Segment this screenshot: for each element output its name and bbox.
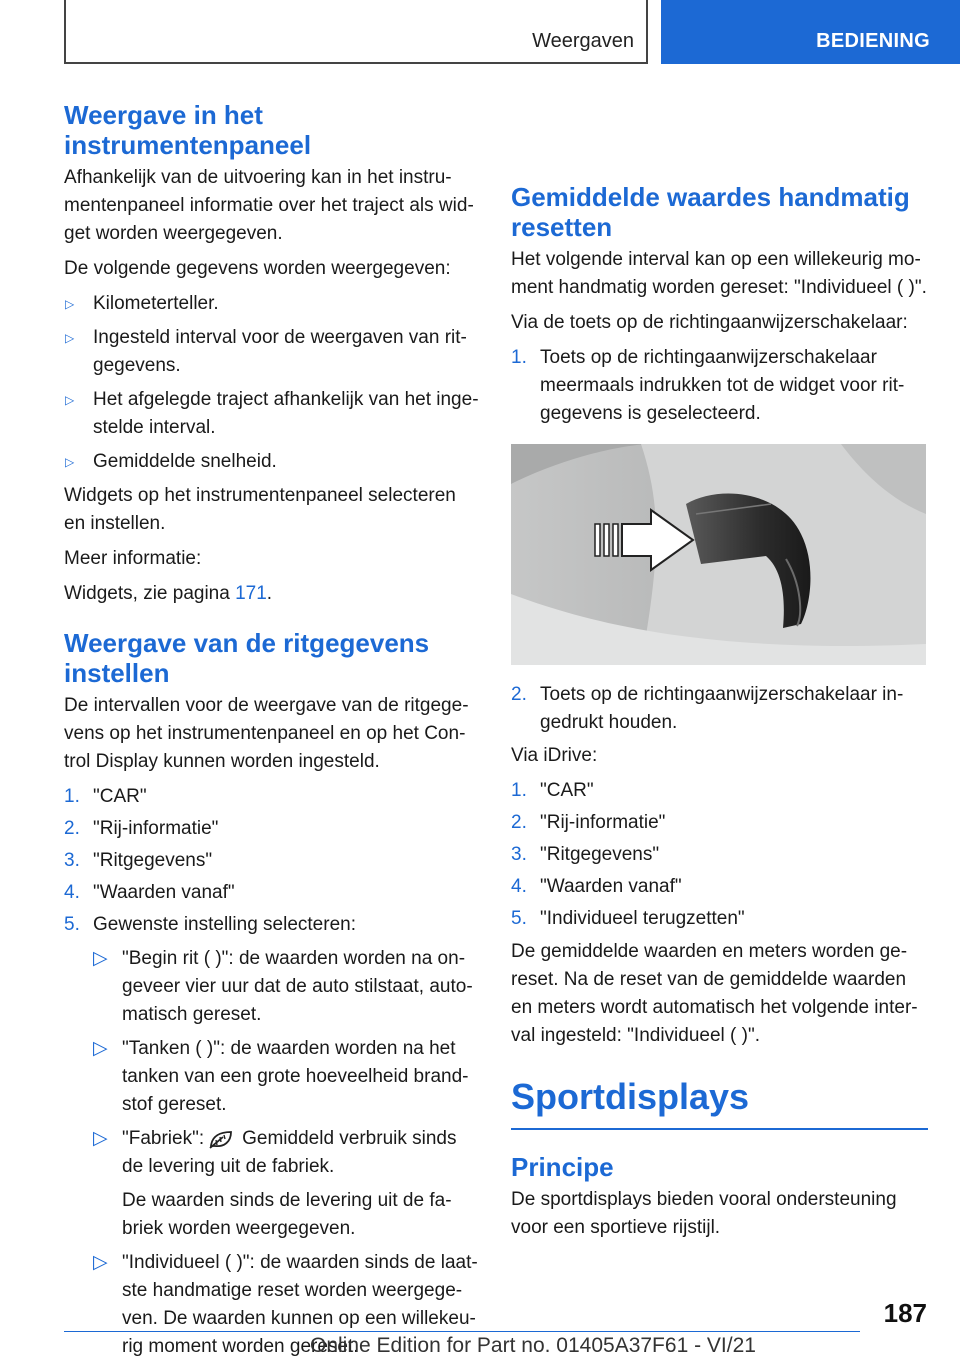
bullet-triangle-icon: ▷: [93, 1252, 108, 1273]
turn-signal-stalk-button-photo: [511, 444, 926, 665]
list-item: 1. "CAR": [64, 783, 480, 811]
list-item: ▷ "Begin rit ( )": de waarden worden na ongeveer vier uur dat de auto stilstaat, automatisch gereset.: [93, 945, 480, 1029]
list-item: ▷ Ingesteld interval voor de weergaven van ritgegevens.: [64, 324, 480, 380]
right-column: [511, 102, 928, 1249]
list-item: 3. "Ritgegevens": [64, 847, 480, 875]
bullet-triangle-icon: ▷: [65, 331, 75, 345]
heading-instrumentenpaneel: Weergave in het instrumentenpaneel: [64, 100, 312, 160]
step-number: 1.: [511, 347, 527, 368]
numbered-list: [511, 777, 928, 933]
heading-gemiddelde-resetten: Gemiddelde waardes handmatig resetten: [511, 182, 910, 242]
footer-edition: Online Edition for Part no. 01405A37F61 - VI/21: [310, 1334, 756, 1357]
bullet-triangle-icon: ▷: [93, 948, 108, 969]
paragraph: Via de toets op de richtingaanwijzerschakelaar:: [511, 312, 908, 333]
sub-bullet-list: [93, 945, 480, 1361]
list-item: ▷ Kilometerteller.: [64, 290, 480, 318]
page-link-171[interactable]: 171: [235, 583, 267, 604]
eco-leaf-icon: [208, 1129, 234, 1149]
step-number: 4.: [64, 882, 80, 903]
paragraph: Meer informatie:: [64, 548, 202, 569]
step-number: 1.: [511, 780, 527, 801]
bullet-triangle-icon: ▷: [93, 1038, 108, 1059]
paragraph: Via iDrive:: [511, 745, 598, 766]
step-number: 2.: [64, 818, 80, 839]
bullet-triangle-icon: ▷: [65, 455, 75, 469]
left-column: [64, 100, 480, 1367]
step-number: 1.: [64, 786, 80, 807]
step-number: 4.: [511, 876, 527, 897]
stalk-illustration: [511, 444, 926, 665]
bullet-triangle-icon: ▷: [65, 297, 75, 311]
paragraph: De volgende gegevens worden weergegeven:: [64, 258, 451, 279]
paragraph: Afhankelijk van de uitvoering kan in het instrumentenpaneel informatie over het traject als widget worden weergegeven.: [64, 167, 474, 244]
continued-text-spacer: [511, 102, 928, 182]
page-number: 187: [883, 1298, 927, 1328]
list-item: 2. "Rij-informatie": [511, 809, 928, 837]
list-item: ▷ "Individueel ( )": de waarden sinds de laatste handmatige reset worden weergegeven. De waarden kunnen op een willekeurig moment worden gereset.: [93, 1249, 480, 1361]
paragraph: De gemiddelde waarden en meters worden gereset. Na de reset van de gemiddelde waarden en meters wordt automatisch het volgende interval ingesteld: "Individueel ( )".: [511, 941, 918, 1046]
footer-divider: [64, 1331, 860, 1332]
heading-ritgegevens: Weergave van de ritgegevens instellen: [64, 628, 430, 688]
list-item: 4. "Waarden vanaf": [64, 879, 480, 907]
paragraph: Het volgende interval kan op een willekeurig moment handmatig worden gereset: "Individueel ( )".: [511, 249, 927, 298]
numbered-list: [511, 344, 928, 428]
step-number: 3.: [64, 850, 80, 871]
paragraph: De intervallen voor de weergave van de ritgegevens op het instrumentenpaneel en op het Control Display kunnen worden ingesteld.: [64, 695, 469, 772]
list-item: 5. "Individueel terugzetten": [511, 905, 928, 933]
step-number: 5.: [511, 908, 527, 929]
chapter-title: BEDIENING: [816, 30, 930, 52]
list-item: 2. "Rij-informatie": [64, 815, 480, 843]
list-item: ▷ Gemiddelde snelheid.: [64, 448, 480, 476]
step-number: 5.: [64, 914, 80, 935]
bullet-triangle-icon: ▷: [65, 393, 75, 407]
running-header-section: [64, 0, 648, 64]
list-item: 4. "Waarden vanaf": [511, 873, 928, 901]
list-item: ▷ Het afgelegde traject afhankelijk van het ingestelde interval.: [64, 386, 480, 442]
section-title: Weergaven: [532, 30, 634, 52]
list-item: 3. "Ritgegevens": [511, 841, 928, 869]
list-item: ▷ "Tanken ( )": de waarden worden na het tanken van een grote hoeveelheid brandstof gereset.: [93, 1035, 480, 1119]
list-item: 1. "CAR": [511, 777, 928, 805]
heading-sportdisplays: Sportdisplays: [511, 1076, 928, 1130]
step-number: 3.: [511, 844, 527, 865]
list-item: 2. Toets op de richtingaanwijzerschakelaar ingedrukt houden.: [511, 681, 928, 737]
step-number: 2.: [511, 684, 527, 705]
list-item: ▷ "Fabriek": Gemiddeld verbruik sinds de levering uit de fabriek. De waarden sinds de levering uit de fabriek worden weergegeven.: [93, 1125, 480, 1243]
numbered-list: [511, 681, 928, 737]
bullet-triangle-icon: ▷: [93, 1128, 108, 1149]
paragraph: Widgets op het instrumentenpaneel selecteren en instellen.: [64, 485, 456, 534]
step-number: 2.: [511, 812, 527, 833]
paragraph-crossref: Widgets, zie pagina 171.: [64, 583, 273, 604]
list-item: 1. Toets op de richtingaanwijzerschakelaar meermaals indrukken tot de widget voor ritgegevens is geselecteerd.: [511, 344, 928, 428]
paragraph: De sportdisplays bieden vooral ondersteuning voor een sportieve rijstijl.: [511, 1189, 897, 1238]
list-item: 5. Gewenste instelling selecteren: ▷ "Begin rit ( )": de waarden worden na ongeveer vier uur dat de auto stilstaat, automatisch gereset. ▷ "Tanken ( )": de waarden worden na het tanken van een grote hoeveelheid brandstof gereset. ▷ "Fabriek": Gemiddeld verbruik sinds de levering uit de fabriek. De waarden sinds de levering uit de fabriek worden weergegeven. ▷ "Individueel ( )": de waarden sinds de laatste handmatige reset worden weergegeven. De waarden kunnen op een willekeurig moment worden gereset.: [64, 911, 480, 1361]
numbered-list: [64, 783, 480, 1361]
running-header-chapter: [661, 0, 960, 64]
bullet-list: [64, 290, 480, 476]
heading-principe: Principe: [511, 1152, 614, 1182]
